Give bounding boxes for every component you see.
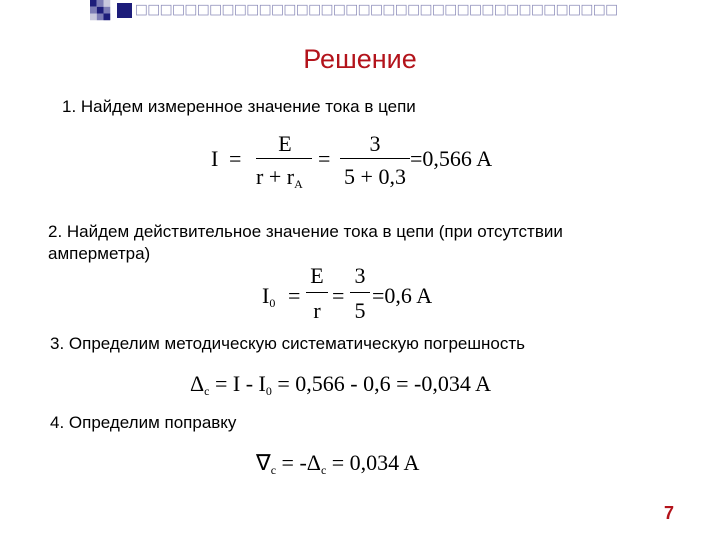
delta-symbol: Δ xyxy=(190,371,205,396)
formula-2-result: =0,6 A xyxy=(372,283,433,308)
decor-square xyxy=(285,5,295,15)
decor-square xyxy=(434,5,444,15)
decor-square xyxy=(396,5,406,15)
decor-square xyxy=(520,5,530,15)
decor-square xyxy=(582,5,592,15)
decor-square xyxy=(458,5,468,15)
formula-4: $\nabla_c = -\Delta_c = 0,034$ A xyxy=(256,450,420,477)
decor-square xyxy=(533,5,543,15)
decor-square xyxy=(483,5,493,15)
formula-1-bar1 xyxy=(256,158,312,159)
formula-2-eq2: = xyxy=(332,283,345,308)
decor-square xyxy=(508,5,518,15)
decor-square xyxy=(273,5,283,15)
decor-square xyxy=(570,5,580,15)
decor-square xyxy=(594,5,604,15)
formula-1-den1: $r + r_A$ xyxy=(256,164,303,191)
decor-square xyxy=(409,5,419,15)
decor-square xyxy=(174,5,184,15)
top-decoration-bar xyxy=(0,0,720,30)
slide-title: Решение xyxy=(303,44,417,74)
decor-square xyxy=(607,5,617,15)
step-1-text: 1. Найдем измеренное значение тока в цепи xyxy=(62,97,416,116)
nabla-symbol: ∇ xyxy=(256,450,271,475)
decor-square xyxy=(297,5,307,15)
decor-square xyxy=(310,5,320,15)
formula-1-den2: 5 + 0,3 xyxy=(344,164,406,189)
decor-square xyxy=(557,5,567,15)
decor-square xyxy=(545,5,555,15)
decor-square xyxy=(471,5,481,15)
decor-square xyxy=(186,5,196,15)
decor-square xyxy=(495,5,505,15)
step-4-text: 4. Определим поправку xyxy=(50,413,237,432)
formula-1-bar2 xyxy=(340,158,410,159)
decor-square xyxy=(359,5,369,15)
step-2-text: 2. Найдем действительное значение тока в цепи (при отсутствии амперметра) xyxy=(48,222,563,263)
formula-2-lhs: $I_0$ xyxy=(262,283,276,310)
decor-square xyxy=(347,5,357,15)
decor-square xyxy=(161,5,171,15)
page-number: 7 xyxy=(664,503,675,523)
step-3-text: 3. Определим методическую систематическую погрешность xyxy=(50,334,525,353)
formula-1-eq: = xyxy=(229,146,242,171)
decor-square xyxy=(149,5,159,15)
decor-square xyxy=(260,5,270,15)
decor-square xyxy=(384,5,394,15)
formula-2-bar1 xyxy=(306,292,328,293)
decor-square xyxy=(198,5,208,15)
formula-3: $\Delta_c = I - I_0 = 0,566 - 0,6 = -0,034$ A xyxy=(190,371,492,398)
decor-square xyxy=(236,5,246,15)
formula-1-eq2: = xyxy=(318,146,331,171)
formula-2-bar2 xyxy=(350,292,370,293)
formula-1-num2: 3 xyxy=(369,131,381,156)
formula-2-num1: E xyxy=(310,263,324,288)
decor-square xyxy=(421,5,431,15)
decor-square xyxy=(446,5,456,15)
formula-1-lhs: I xyxy=(211,146,219,171)
formula-1-result: =0,566 A xyxy=(410,146,493,171)
formula-2-den1: r xyxy=(313,298,321,323)
decor-square xyxy=(322,5,332,15)
decor-square xyxy=(137,5,147,15)
decor-square xyxy=(211,5,221,15)
decor-square xyxy=(372,5,382,15)
formula-2-eq: = xyxy=(288,283,301,308)
decor-square xyxy=(223,5,233,15)
formula-2-den2: 5 xyxy=(354,298,366,323)
decor-square xyxy=(335,5,345,15)
formula-2-num2: 3 xyxy=(354,263,366,288)
formula-1-num1: E xyxy=(278,131,292,156)
decor-square xyxy=(248,5,258,15)
